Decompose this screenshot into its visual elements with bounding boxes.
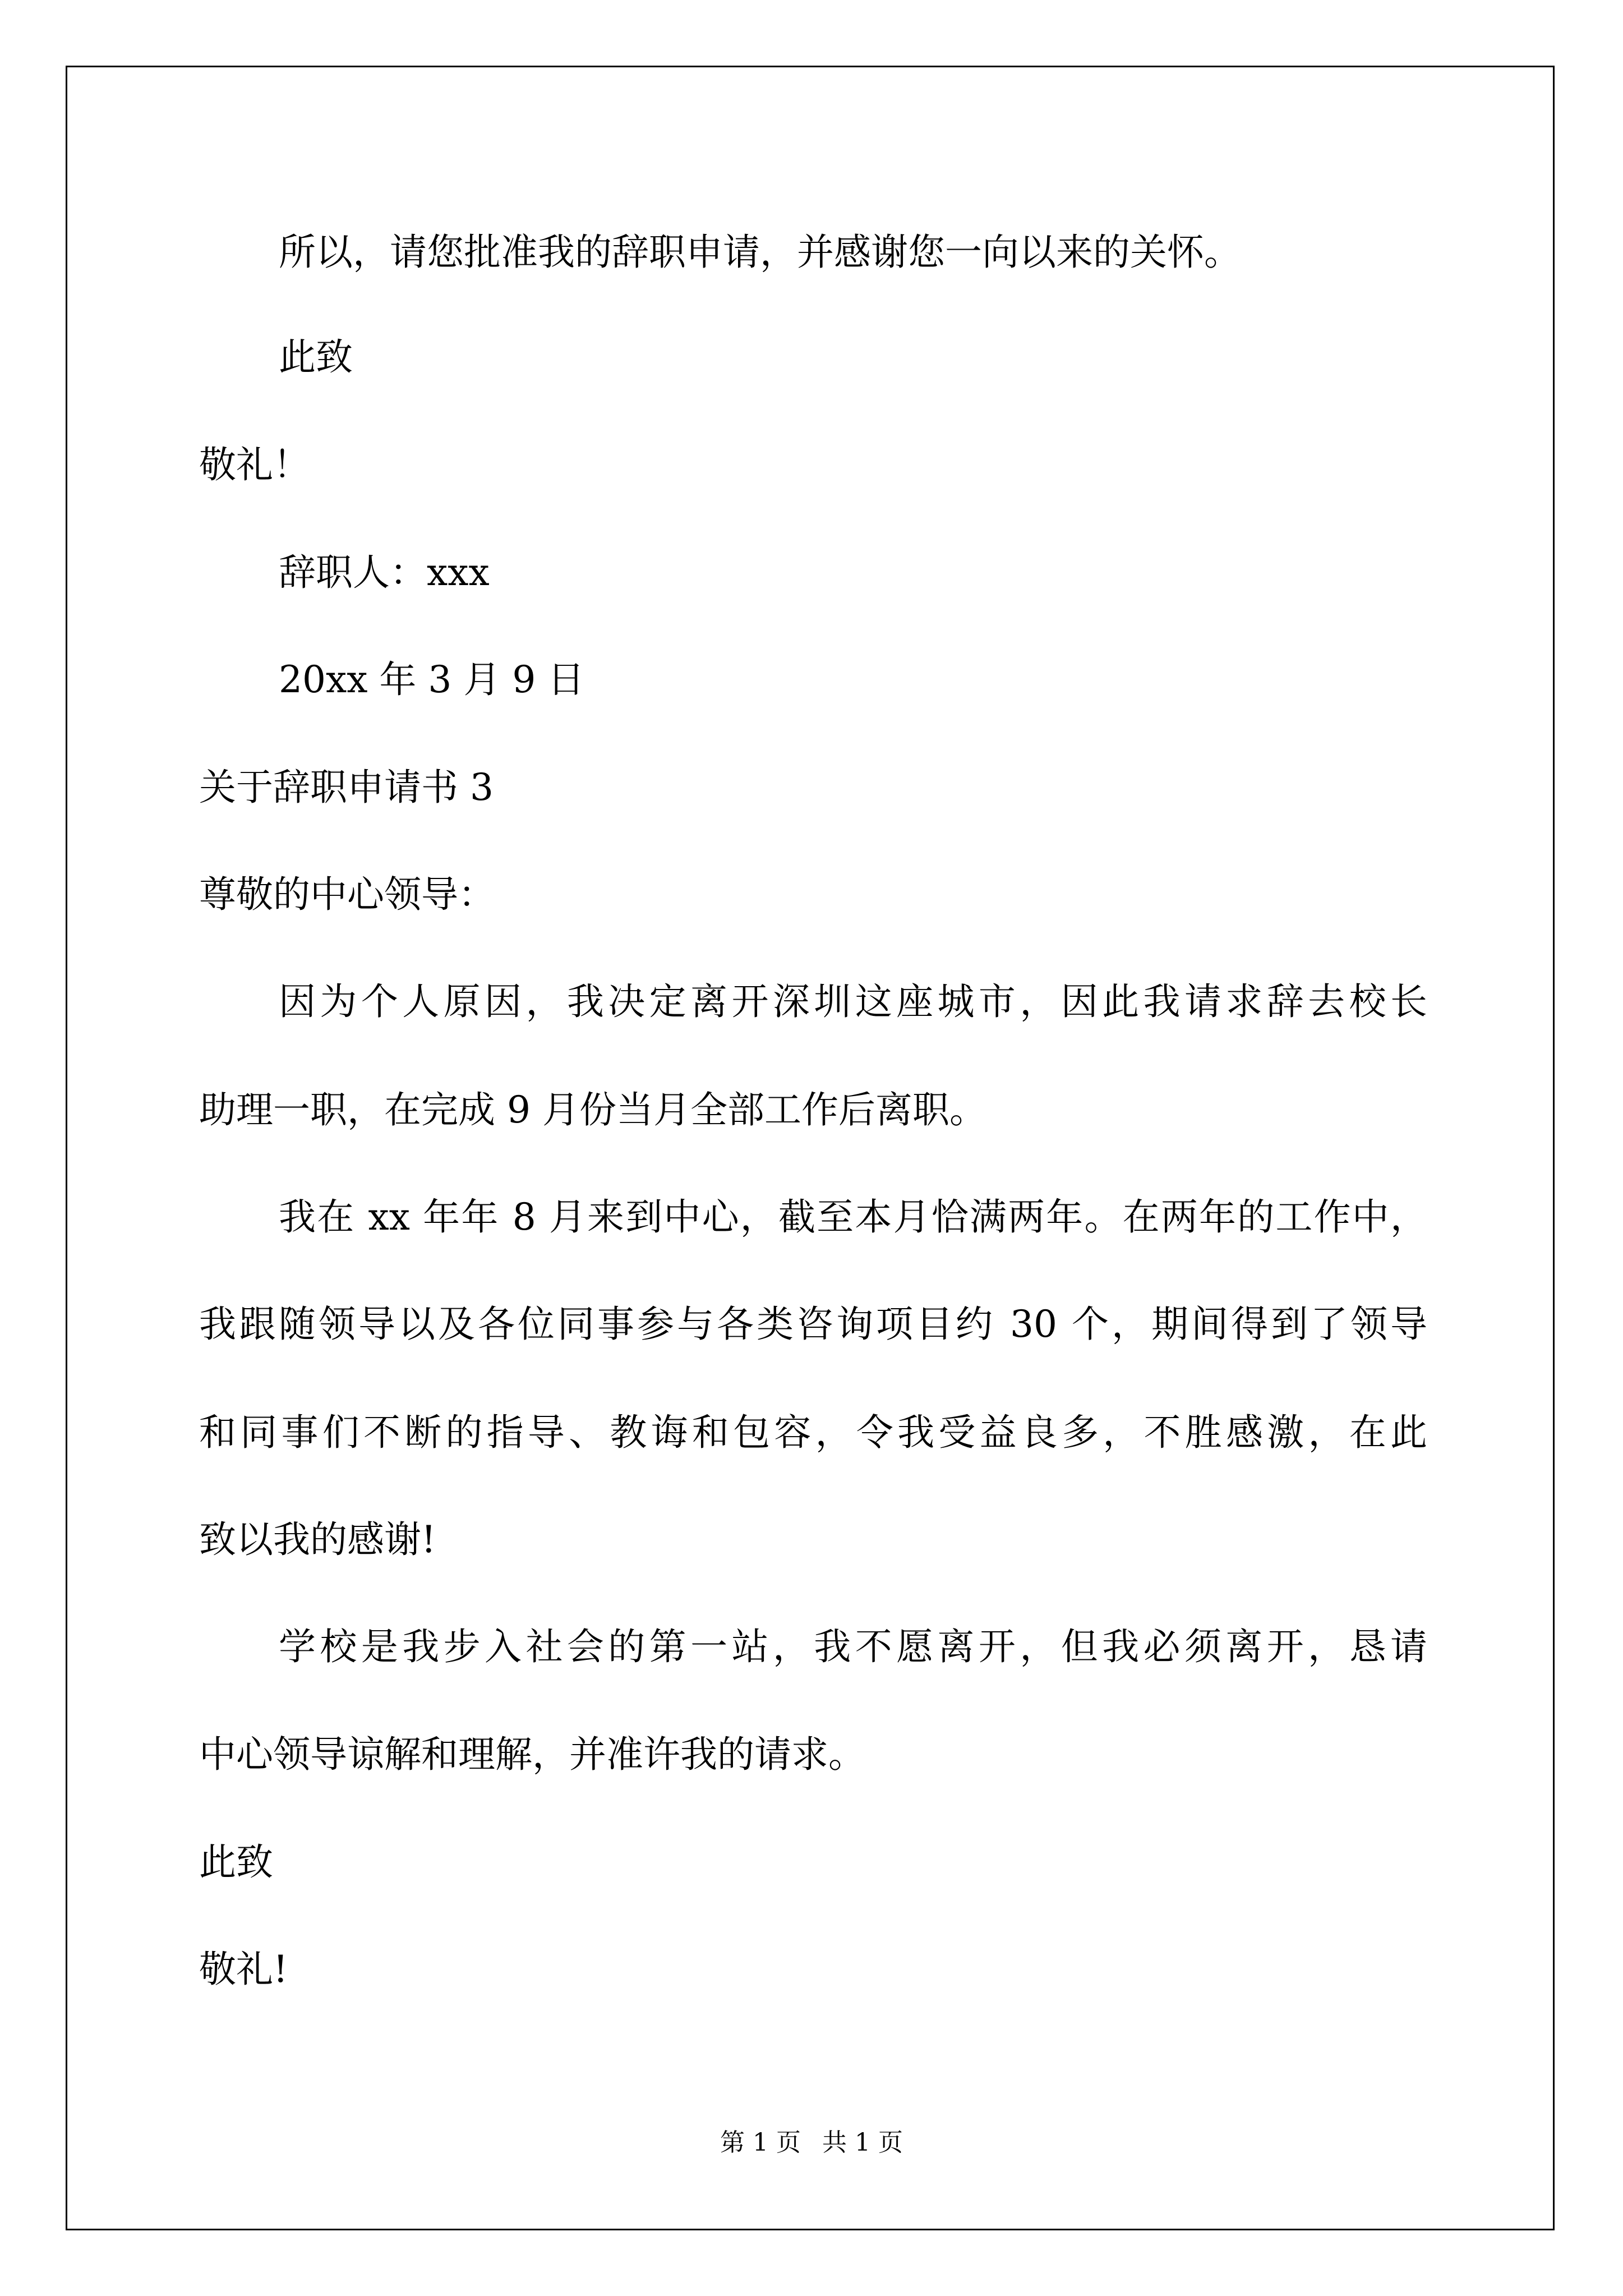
- salutation-ci-zhi: 此致: [279, 335, 353, 379]
- paragraph-line: 中心领导谅解和理解，并准许我的请求。: [199, 1733, 865, 1776]
- paragraph-line: 我跟随领导以及各位同事参与各类咨询项目约 30 个，期间得到了领导: [199, 1303, 1427, 1346]
- closing-paragraph: 所以，请您批准我的辞职申请，并感谢您一向以来的关怀。: [279, 231, 1241, 274]
- page-footer: [0, 2127, 1623, 2159]
- paragraph-line: 学校是我步入社会的第一站，我不愿离开，但我必须离开，恳请: [279, 1625, 1427, 1668]
- salutation-jing-li: 敬礼!: [199, 1948, 288, 1991]
- page-number-current: 第 1 页: [720, 2128, 801, 2157]
- paragraph-line: 助理一职，在完成 9 月份当月全部工作后离职。: [199, 1088, 986, 1131]
- paragraph-line: 我在 xx 年年 8 月来到中心，截至本月恰满两年。在两年的工作中，: [279, 1195, 1427, 1239]
- salutation-ci-zhi: 此致: [199, 1841, 273, 1884]
- recipient-line: 尊敬的中心领导：: [199, 873, 495, 916]
- paragraph-line: 和同事们不断的指导、教诲和包容，令我受益良多，不胜感激，在此: [199, 1411, 1427, 1454]
- paragraph-line: 因为个人原因，我决定离开深圳这座城市，因此我请求辞去校长: [279, 980, 1427, 1023]
- salutation-jing-li: 敬礼！: [199, 443, 310, 486]
- page-border: [66, 66, 1555, 2230]
- signer-line: 辞职人：xxx: [279, 551, 490, 594]
- date-line: 20xx 年 3 月 9 日: [279, 658, 585, 701]
- page-number-total: 共 1 页: [822, 2128, 903, 2157]
- paragraph-line: 致以我的感谢!: [199, 1518, 436, 1561]
- section-title: 关于辞职申请书 3: [199, 766, 494, 809]
